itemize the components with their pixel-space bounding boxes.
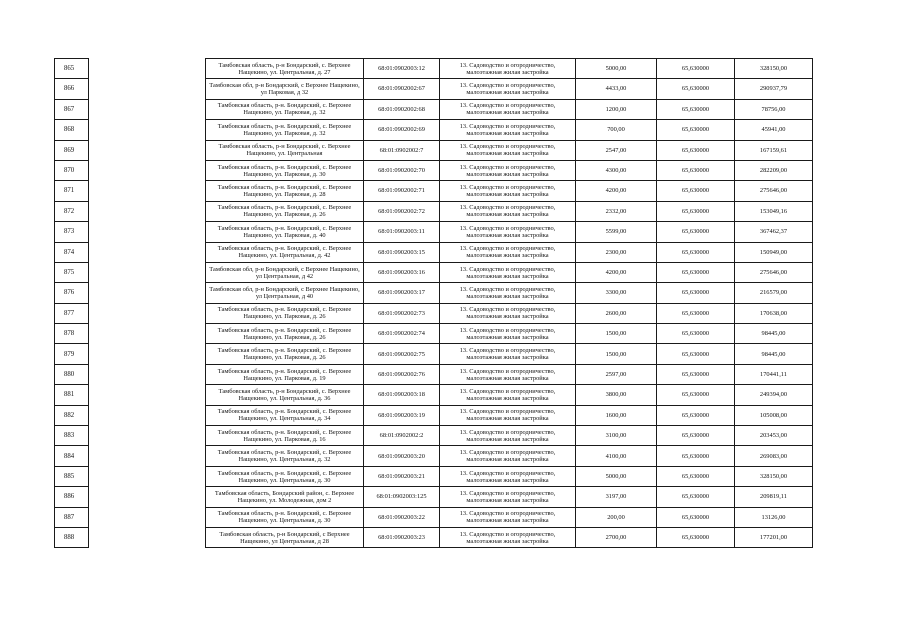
table-row [55, 385, 813, 405]
cadastral-number-cell: 68:01:0902003:18 [364, 385, 440, 405]
cadastral-number-cell: 68:01:0902003:19 [364, 405, 440, 425]
table-row [55, 160, 813, 180]
table-row [55, 466, 813, 486]
row-number: 866 [55, 79, 89, 99]
cadastral-value-cell: 13126,00 [735, 507, 813, 527]
row-number: 878 [55, 324, 89, 344]
cadastral-value-cell: 290937,79 [735, 79, 813, 99]
cadastral-value-cell: 45941,00 [735, 120, 813, 140]
row-number: 865 [55, 59, 89, 79]
row-gap-cell [89, 99, 206, 119]
rate-cell: 65,630000 [657, 201, 735, 221]
rate-cell: 65,630000 [657, 426, 735, 446]
address-cell: Тамбовская область, р-н. Бондарский, с. Верхнее Нащекино, ул. Парковая, д. 30 [206, 160, 364, 180]
cadastral-value-cell: 275646,00 [735, 181, 813, 201]
row-gap-cell [89, 527, 206, 547]
table-row [55, 59, 813, 79]
row-number: 876 [55, 283, 89, 303]
cadastral-value-cell: 153049,16 [735, 201, 813, 221]
cadastral-value-cell: 177201,00 [735, 527, 813, 547]
cadastral-value-table [54, 58, 813, 548]
cadastral-value-cell: 367462,37 [735, 222, 813, 242]
rate-cell: 65,630000 [657, 446, 735, 466]
cadastral-number-cell: 68:01:0902002:68 [364, 99, 440, 119]
row-gap-cell [89, 364, 206, 384]
cadastral-value-cell: 328150,00 [735, 59, 813, 79]
row-number: 884 [55, 446, 89, 466]
land-use-cell: 13. Садоводство и огородничество, малоэтажная жилая застройка [440, 262, 576, 282]
row-gap-cell [89, 120, 206, 140]
row-number: 881 [55, 385, 89, 405]
table-row [55, 79, 813, 99]
cadastral-number-cell: 68:01:0902003:16 [364, 262, 440, 282]
land-use-cell: 13. Садоводство и огородничество, малоэтажная жилая застройка [440, 222, 576, 242]
area-cell: 3800,00 [576, 385, 657, 405]
row-gap-cell [89, 344, 206, 364]
address-cell: Тамбовская область, р-н. Бондарский, с. Верхнее Нащекино, ул. Парковая, д. 26 [206, 201, 364, 221]
cadastral-value-cell: 203453,00 [735, 426, 813, 446]
land-use-cell: 13. Садоводство и огородничество, малоэтажная жилая застройка [440, 160, 576, 180]
table-row [55, 222, 813, 242]
row-number: 873 [55, 222, 89, 242]
cadastral-number-cell: 68:01:0902002:69 [364, 120, 440, 140]
cadastral-value-cell: 275646,00 [735, 262, 813, 282]
rate-cell: 65,630000 [657, 59, 735, 79]
table-row [55, 201, 813, 221]
area-cell: 2597,00 [576, 364, 657, 384]
land-use-cell: 13. Садоводство и огородничество, малоэтажная жилая застройка [440, 59, 576, 79]
rate-cell: 65,630000 [657, 527, 735, 547]
area-cell: 2300,00 [576, 242, 657, 262]
row-gap-cell [89, 303, 206, 323]
rate-cell: 65,630000 [657, 140, 735, 160]
cadastral-number-cell: 68:01:0902002:72 [364, 201, 440, 221]
address-cell: Тамбовская обл, р-н Бондарский, с Верхнее Нащекино, ул Центральная, д 40 [206, 283, 364, 303]
rate-cell: 65,630000 [657, 99, 735, 119]
cadastral-number-cell: 68:01:0902002:76 [364, 364, 440, 384]
row-number: 886 [55, 487, 89, 507]
rate-cell: 65,630000 [657, 79, 735, 99]
cadastral-value-cell: 105008,00 [735, 405, 813, 425]
address-cell: Тамбовская обл, р-н Бондарский, с Верхнее Нащекино, ул Центральная, д 42 [206, 262, 364, 282]
land-use-cell: 13. Садоводство и огородничество, малоэтажная жилая застройка [440, 140, 576, 160]
cadastral-number-cell: 68:01:0902003:12 [364, 59, 440, 79]
cadastral-value-cell: 170441,11 [735, 364, 813, 384]
address-cell: Тамбовская область, р-н. Бондарский, с. Верхнее Нащекино, ул. Парковая, д. 40 [206, 222, 364, 242]
land-use-cell: 13. Садоводство и огородничество, малоэтажная жилая застройка [440, 507, 576, 527]
cadastral-value-cell: 216579,00 [735, 283, 813, 303]
land-use-cell: 13. Садоводство и огородничество, малоэтажная жилая застройка [440, 283, 576, 303]
address-cell: Тамбовская область, р-н Бондарский, с. Верхнее Нащекино, ул. Центральная [206, 140, 364, 160]
row-gap-cell [89, 79, 206, 99]
cadastral-value-cell: 170638,00 [735, 303, 813, 323]
cadastral-number-cell: 68:01:0902003:11 [364, 222, 440, 242]
area-cell: 4300,00 [576, 160, 657, 180]
row-gap-cell [89, 140, 206, 160]
cadastral-number-cell: 68:01:0902003:20 [364, 446, 440, 466]
row-gap-cell [89, 242, 206, 262]
address-cell: Тамбовская область, Бондарский район, с. Верхнее Нащекино, ул. Молодежная, дом 2 [206, 487, 364, 507]
cadastral-number-cell: 68:01:0902002:71 [364, 181, 440, 201]
cadastral-value-cell: 209819,11 [735, 487, 813, 507]
row-number: 874 [55, 242, 89, 262]
land-use-cell: 13. Садоводство и огородничество, малоэтажная жилая застройка [440, 79, 576, 99]
address-cell: Тамбовская область, р-н Бондарский, с. Верхнее Нащекино, ул. Центральная, д. 27 [206, 59, 364, 79]
row-gap-cell [89, 181, 206, 201]
row-gap-cell [89, 324, 206, 344]
area-cell: 5000,00 [576, 59, 657, 79]
land-use-cell: 13. Садоводство и огородничество, малоэтажная жилая застройка [440, 344, 576, 364]
rate-cell: 65,630000 [657, 405, 735, 425]
row-gap-cell [89, 201, 206, 221]
row-gap-cell [89, 507, 206, 527]
address-cell: Тамбовская область, р-н. Бондарский, с. Верхнее Нащекино, ул. Центральная, д. 30 [206, 466, 364, 486]
land-use-cell: 13. Садоводство и огородничество, малоэтажная жилая застройка [440, 487, 576, 507]
rate-cell: 65,630000 [657, 344, 735, 364]
cadastral-value-cell: 167159,61 [735, 140, 813, 160]
rate-cell: 65,630000 [657, 487, 735, 507]
row-gap-cell [89, 59, 206, 79]
land-use-cell: 13. Садоводство и огородничество, малоэтажная жилая застройка [440, 385, 576, 405]
land-use-cell: 13. Садоводство и огородничество, малоэтажная жилая застройка [440, 99, 576, 119]
row-number: 867 [55, 99, 89, 119]
address-cell: Тамбовская область, р-н Бондарский, с. Верхнее Нащекино, ул. Центральная, д. 36 [206, 385, 364, 405]
row-gap-cell [89, 283, 206, 303]
address-cell: Тамбовская область, р-н. Бондарский, с. Верхнее Нащекино, ул. Парковая, д. 26 [206, 344, 364, 364]
table-row [55, 324, 813, 344]
cadastral-value-cell: 282209,00 [735, 160, 813, 180]
row-gap-cell [89, 385, 206, 405]
cadastral-value-cell: 98445,00 [735, 324, 813, 344]
address-cell: Тамбовская область, р-н. Бондарский, с. Верхнее Нащекино, ул. Парковая, д. 16 [206, 426, 364, 446]
area-cell: 4433,00 [576, 79, 657, 99]
row-number: 879 [55, 344, 89, 364]
row-gap-cell [89, 446, 206, 466]
area-cell: 2332,00 [576, 201, 657, 221]
rate-cell: 65,630000 [657, 181, 735, 201]
rate-cell: 65,630000 [657, 242, 735, 262]
row-gap-cell [89, 222, 206, 242]
cadastral-value-cell: 98445,00 [735, 344, 813, 364]
row-gap-cell [89, 466, 206, 486]
cadastral-number-cell: 68:01:0902002:74 [364, 324, 440, 344]
table-row [55, 446, 813, 466]
row-number: 875 [55, 262, 89, 282]
area-cell: 3300,00 [576, 283, 657, 303]
area-cell: 5599,00 [576, 222, 657, 242]
row-gap-cell [89, 262, 206, 282]
land-use-cell: 13. Садоводство и огородничество, малоэтажная жилая застройка [440, 466, 576, 486]
table-body [55, 59, 813, 548]
table-row [55, 487, 813, 507]
table-row [55, 303, 813, 323]
rate-cell: 65,630000 [657, 507, 735, 527]
cadastral-number-cell: 68:01:0902003:22 [364, 507, 440, 527]
land-use-cell: 13. Садоводство и огородничество, малоэтажная жилая застройка [440, 120, 576, 140]
table-row [55, 283, 813, 303]
table-row [55, 181, 813, 201]
land-use-cell: 13. Садоводство и огородничество, малоэтажная жилая застройка [440, 527, 576, 547]
address-cell: Тамбовская область, р-н. Бондарский, с. Верхнее Нащекино, ул. Парковая, д. 32 [206, 99, 364, 119]
table-row [55, 527, 813, 547]
cadastral-number-cell: 68:01:0902003:21 [364, 466, 440, 486]
cadastral-value-cell: 269083,00 [735, 446, 813, 466]
cadastral-value-cell: 249394,00 [735, 385, 813, 405]
table-row [55, 364, 813, 384]
area-cell: 5000,00 [576, 466, 657, 486]
row-gap-cell [89, 160, 206, 180]
row-number: 888 [55, 527, 89, 547]
land-use-cell: 13. Садоводство и огородничество, малоэтажная жилая застройка [440, 181, 576, 201]
row-number: 870 [55, 160, 89, 180]
table-row [55, 120, 813, 140]
table-row [55, 405, 813, 425]
row-number: 877 [55, 303, 89, 323]
cadastral-number-cell: 68:01:0902002:70 [364, 160, 440, 180]
area-cell: 4100,00 [576, 446, 657, 466]
area-cell: 2600,00 [576, 303, 657, 323]
cadastral-number-cell: 68:01:0902003:17 [364, 283, 440, 303]
rate-cell: 65,630000 [657, 364, 735, 384]
address-cell: Тамбовская область, р-н. Бондарский, с. Верхнее Нащекино, ул. Парковая, д. 32 [206, 120, 364, 140]
rate-cell: 65,630000 [657, 385, 735, 405]
area-cell: 700,00 [576, 120, 657, 140]
row-gap-cell [89, 487, 206, 507]
land-use-cell: 13. Садоводство и огородничество, малоэтажная жилая застройка [440, 303, 576, 323]
row-number: 880 [55, 364, 89, 384]
rate-cell: 65,630000 [657, 222, 735, 242]
cadastral-number-cell: 68:01:0902003:125 [364, 487, 440, 507]
row-number: 872 [55, 201, 89, 221]
table-row [55, 140, 813, 160]
rate-cell: 65,630000 [657, 160, 735, 180]
row-gap-cell [89, 405, 206, 425]
cadastral-number-cell: 68:01:0902002:2 [364, 426, 440, 446]
rate-cell: 65,630000 [657, 120, 735, 140]
area-cell: 3197,00 [576, 487, 657, 507]
land-use-cell: 13. Садоводство и огородничество, малоэтажная жилая застройка [440, 446, 576, 466]
rate-cell: 65,630000 [657, 283, 735, 303]
address-cell: Тамбовская область, р-н. Бондарский, с. Верхнее Нащекино, ул. Парковая, д. 26 [206, 303, 364, 323]
land-use-cell: 13. Садоводство и огородничество, малоэтажная жилая застройка [440, 324, 576, 344]
cadastral-value-cell: 328150,00 [735, 466, 813, 486]
row-number: 883 [55, 426, 89, 446]
area-cell: 4200,00 [576, 262, 657, 282]
area-cell: 2700,00 [576, 527, 657, 547]
address-cell: Тамбовская область, р-н. Бондарский, с. Верхнее Нащекино, ул. Центральная, д. 32 [206, 446, 364, 466]
address-cell: Тамбовская область, р-н. Бондарский, с. Верхнее Нащекино, ул. Центральная, д. 42 [206, 242, 364, 262]
rate-cell: 65,630000 [657, 324, 735, 344]
land-use-cell: 13. Садоводство и огородничество, малоэтажная жилая застройка [440, 242, 576, 262]
table-row [55, 99, 813, 119]
row-gap-cell [89, 426, 206, 446]
address-cell: Тамбовская область, р-н. Бондарский, с. Верхнее Нащекино, ул. Центральная, д. 30 [206, 507, 364, 527]
row-number: 885 [55, 466, 89, 486]
rate-cell: 65,630000 [657, 466, 735, 486]
address-cell: Тамбовская область, р-н. Бондарский, с. Верхнее Нащекино, ул. Центральная, д. 34 [206, 405, 364, 425]
row-number: 871 [55, 181, 89, 201]
row-number: 869 [55, 140, 89, 160]
table-row [55, 344, 813, 364]
row-number: 887 [55, 507, 89, 527]
address-cell: Тамбовская область, р-н Бондарский, с Верхнее Нащекино, ул Центральная, д 28 [206, 527, 364, 547]
cadastral-number-cell: 68:01:0902002:7 [364, 140, 440, 160]
area-cell: 1200,00 [576, 99, 657, 119]
area-cell: 3100,00 [576, 426, 657, 446]
area-cell: 1600,00 [576, 405, 657, 425]
table-row [55, 507, 813, 527]
table-row [55, 242, 813, 262]
table-row [55, 262, 813, 282]
address-cell: Тамбовская обл, р-н Бондарский, с Верхнее Нащекино, ул Парковая, д 32 [206, 79, 364, 99]
address-cell: Тамбовская область, р-н. Бондарский, с. Верхнее Нащекино, ул. Парковая, д. 19 [206, 364, 364, 384]
area-cell: 2547,00 [576, 140, 657, 160]
cadastral-value-cell: 78756,00 [735, 99, 813, 119]
row-number: 868 [55, 120, 89, 140]
area-cell: 1500,00 [576, 344, 657, 364]
area-cell: 200,00 [576, 507, 657, 527]
land-use-cell: 13. Садоводство и огородничество, малоэтажная жилая застройка [440, 405, 576, 425]
cadastral-number-cell: 68:01:0902003:23 [364, 527, 440, 547]
area-cell: 4200,00 [576, 181, 657, 201]
land-use-cell: 13. Садоводство и огородничество, малоэтажная жилая застройка [440, 201, 576, 221]
cadastral-number-cell: 68:01:0902002:73 [364, 303, 440, 323]
cadastral-number-cell: 68:01:0902002:75 [364, 344, 440, 364]
table-row [55, 426, 813, 446]
cadastral-number-cell: 68:01:0902003:15 [364, 242, 440, 262]
area-cell: 1500,00 [576, 324, 657, 344]
land-use-cell: 13. Садоводство и огородничество, малоэтажная жилая застройка [440, 426, 576, 446]
rate-cell: 65,630000 [657, 303, 735, 323]
cadastral-number-cell: 68:01:0902002:67 [364, 79, 440, 99]
row-number: 882 [55, 405, 89, 425]
cadastral-value-cell: 150949,00 [735, 242, 813, 262]
rate-cell: 65,630000 [657, 262, 735, 282]
address-cell: Тамбовская область, р-н. Бондарский, с. Верхнее Нащекино, ул. Парковая, д. 28 [206, 181, 364, 201]
land-use-cell: 13. Садоводство и огородничество, малоэтажная жилая застройка [440, 364, 576, 384]
address-cell: Тамбовская область, р-н. Бондарский, с. Верхнее Нащекино, ул. Парковая, д. 26 [206, 324, 364, 344]
